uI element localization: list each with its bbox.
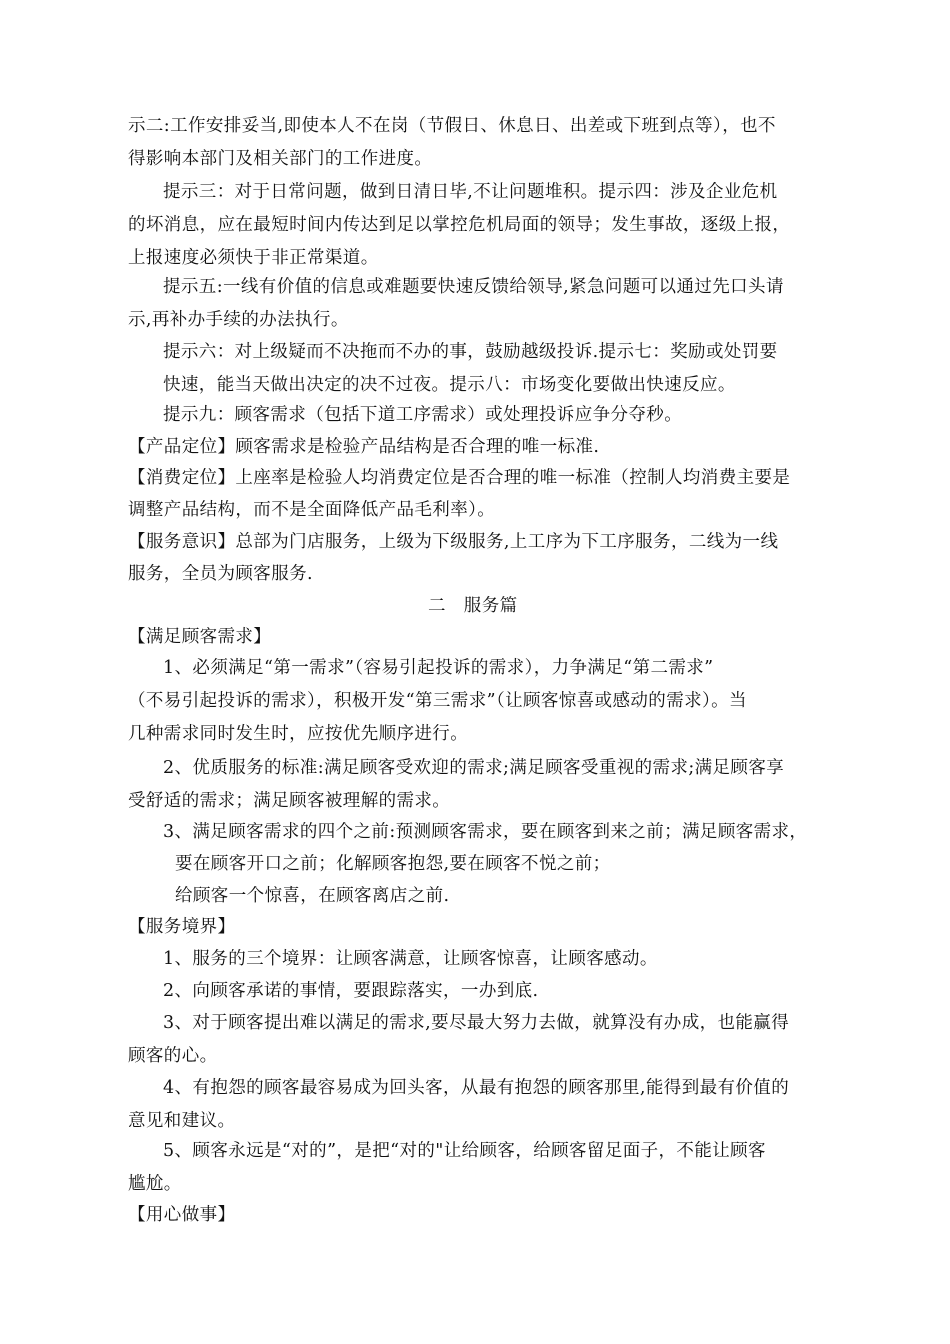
- text-line: 提示六：对上级疑而不决拖而不办的事，鼓励越级投诉.提示七：奖励或处罚要: [163, 342, 778, 362]
- service-awareness-line: 【服务意识】总部为门店服务，上级为下级服务,上工序为下工序服务，二线为一线: [128, 532, 779, 552]
- text-line: 给顾客一个惊喜，在顾客离店之前.: [175, 886, 450, 906]
- list-item: 1、服务的三个境界：让顾客满意，让顾客惊喜，让顾客感动。: [163, 949, 658, 969]
- text-line: 提示九：顾客需求（包括下道工序需求）或处理投诉应争分夺秒。: [163, 405, 683, 425]
- list-item: 4、有抱怨的顾客最容易成为回头客，从最有抱怨的顾客那里,能得到最有价值的: [163, 1078, 790, 1098]
- subsection-heading: 【服务境界】: [128, 917, 236, 937]
- text-line: 示二:工作安排妥当,即使本人不在岗（节假日、休息日、出差或下班到点等），也不: [128, 116, 776, 136]
- text-line: 意见和建议。: [128, 1111, 236, 1131]
- product-positioning-line: 【产品定位】顾客需求是检验产品结构是否合理的唯一标准.: [128, 437, 600, 457]
- text-line: 尴尬。: [128, 1174, 182, 1194]
- section-heading: 二 服务篇: [428, 596, 518, 616]
- text-line: 上报速度必须快于非正常渠道。: [128, 248, 379, 268]
- text-line: 快速，能当天做出决定的决不过夜。提示八：市场变化要做出快速反应。: [163, 375, 736, 395]
- list-item: 5、顾客永远是“对的”，是把“对的"让给顾客，给顾客留足面子，不能让顾客: [163, 1141, 766, 1161]
- text-line: 顾客的心。: [128, 1046, 218, 1066]
- text-line: 要在顾客开口之前；化解顾客抱怨,要在顾客不悦之前；: [175, 854, 611, 874]
- text-line: （不易引起投诉的需求），积极开发“第三需求”（让顾客惊喜或感动的需求）。当: [128, 691, 747, 711]
- text-line: 几种需求同时发生时，应按优先顺序进行。: [128, 724, 469, 744]
- list-item: 2、优质服务的标准:满足顾客受欢迎的需求;满足顾客受重视的需求;满足顾客享: [163, 758, 785, 778]
- subsection-heading: 【满足顾客需求】: [128, 627, 272, 647]
- text-line: 示,再补办手续的办法执行。: [128, 310, 349, 330]
- text-line: 受舒适的需求；满足顾客被理解的需求。: [128, 791, 451, 811]
- text-line: 得影响本部门及相关部门的工作进度。: [128, 149, 433, 169]
- list-item: 3、满足顾客需求的四个之前:预测顾客需求，要在顾客到来之前；满足顾客需求，: [163, 822, 808, 842]
- text-line: 调整产品结构，而不是全面降低产品毛利率）。: [128, 500, 496, 520]
- subsection-heading: 【用心做事】: [128, 1205, 236, 1225]
- text-line: 服务，全员为顾客服务.: [128, 564, 313, 584]
- list-item: 2、向顾客承诺的事情，要跟踪落实，一办到底.: [163, 981, 539, 1001]
- text-line: 的坏消息，应在最短时间内传达到足以掌控危机局面的领导；发生事故，逐级上报，: [128, 215, 791, 235]
- list-item: 1、必须满足“第一需求”（容易引起投诉的需求），力争满足“第二需求”: [163, 658, 714, 678]
- text-line: 提示五:一线有价值的信息或难题要快速反馈给领导,紧急问题可以通过先口头请: [163, 277, 784, 297]
- list-item: 3、对于顾客提出难以满足的需求,要尽最大努力去做，就算没有办成，也能赢得: [163, 1013, 790, 1033]
- consumption-positioning-line: 【消费定位】上座率是检验人均消费定位是否合理的唯一标准（控制人均消费主要是: [128, 468, 791, 488]
- text-line: 提示三：对于日常问题，做到日清日毕,不让问题堆积。提示四：涉及企业危机: [163, 182, 778, 202]
